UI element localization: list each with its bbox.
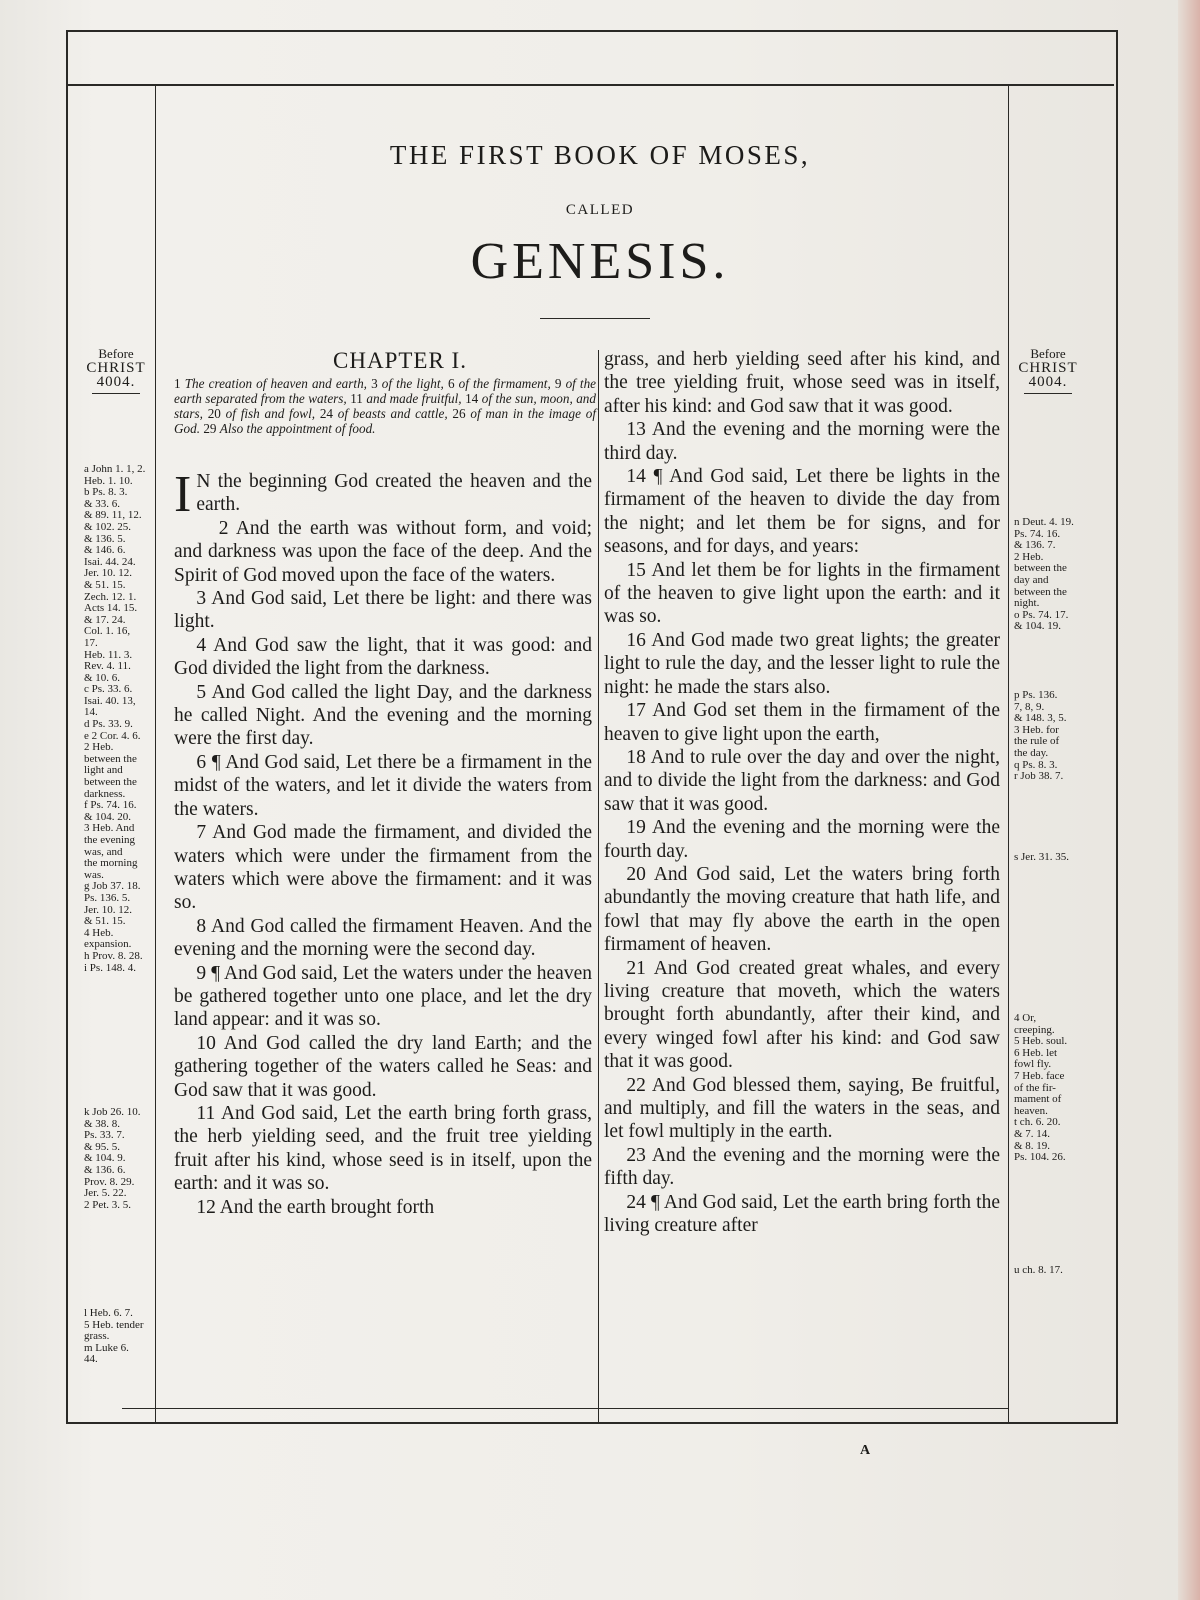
verse-v12a: [174, 1196, 592, 1219]
verse-text: 17 And God set them in the firmament of the heaven to give light upon the earth,: [604, 700, 1000, 745]
summary-item: of the earth separated from the waters,: [174, 376, 597, 406]
verse-v16: [604, 629, 1000, 699]
verse-text: 14 ¶ And God said, Let there be lights in the firmament of the heaven to divide the day from the night; and let them be for signs, and for seasons, and for days, and years:: [604, 466, 1000, 558]
verse-v9: [174, 962, 592, 1032]
book-called: CALLED: [565, 202, 635, 218]
summary-item: and made fruitful,: [366, 391, 462, 406]
left-margin-notes-1: a John 1. 1, 2. Heb. 1. 10. b Ps. 8. 3. & 33. 6. & 89. 11, 12. & 102. 25. & 136. 5. & 146. 6. Isai. 44. 24. Jer. 10. 12. & 51. 15. Zech. 12. 1. Acts 14. 15. & 17. 24. Col. 1. 16, 17. Heb. 11. 3. Rev. 4. 11. & 10. 6. c Ps. 33. 6. Isai. 40. 13, 14. d Ps. 33. 9. e 2 Cor. 4. 6. 2 Heb. between the light and between the darkness. f Ps. 74. 16. & 104. 20. 3 Heb. And the evening was, and the morning was. g Job 37. 18. Ps. 136. 5. Jer. 10. 12. & 51. 15. 4 Heb. expansion. h Prov. 8. 28. i Ps. 148. 4.: [84, 463, 146, 974]
verse-text: grass, and herb yielding seed after his kind, and the tree yielding fruit, whose seed was in itself, after his kind: and God saw that it was good.: [604, 349, 1000, 417]
left-margin-notes-3: l Heb. 6. 7. 5 Heb. tender grass. m Luke 6. 44.: [84, 1307, 144, 1366]
verse-text: 10 And God called the dry land Earth; and the gathering together of the waters called he Seas: and God saw that it was good.: [174, 1032, 592, 1101]
verse-text: 20 And God said, Let the waters bring forth abundantly the moving creature that hath life, and fowl that may fly above the earth in the open firmament of heaven.: [604, 863, 1000, 956]
verse-v8: [174, 915, 592, 962]
header-rule: [66, 84, 1114, 86]
summary-verse-number: 24: [315, 406, 338, 421]
summary-verse-number: 26: [447, 406, 471, 421]
chapter-summary: [174, 376, 596, 436]
year-label: 4004.: [96, 374, 136, 390]
verse-v23: [604, 1144, 1000, 1191]
right-margin-notes-2: p Ps. 136. 7, 8, 9. & 148. 3, 5. 3 Heb. for the rule of the day. q Ps. 8. 3. r Job 38. 7.: [1014, 689, 1067, 783]
right-margin-rule: [1008, 84, 1009, 1422]
verse-v7: [174, 821, 592, 915]
book-name: GENESIS.: [470, 233, 730, 290]
verse-v4: [174, 634, 592, 681]
verse-v24: [604, 1191, 1000, 1238]
summary-verse-number: 14: [461, 391, 482, 406]
verse-v11: [174, 1102, 592, 1196]
verse-text: 16 And God made two great lights; the greater light to rule the day, and the lesser light to rule the night: he made the stars also.: [604, 629, 1000, 698]
chapter-heading: CHAPTER I.: [333, 348, 467, 373]
summary-verse-number: 9: [550, 376, 566, 391]
verse-text: 8 And God called the firmament Heaven. And the evening and the morning were the second day.: [174, 915, 592, 961]
verse-v3: [174, 587, 592, 634]
summary-item: Also the appointment of food.: [219, 421, 376, 436]
summary-verse-number: 1: [174, 376, 185, 391]
verse-text: 15 And let them be for lights in the firmament of the heaven to give light upon the earth: and it was so.: [604, 559, 1000, 628]
year-underline: [92, 393, 140, 394]
summary-verse-number: 3: [366, 376, 382, 391]
verse-v18: [604, 746, 1000, 816]
verse-v20: [604, 863, 1000, 957]
summary-verse-number: 29: [200, 421, 220, 436]
right-text-column: [604, 348, 1000, 1237]
left-margin-notes-2: k Job 26. 10. & 38. 8. Ps. 33. 7. & 95. 5. & 104. 9. & 136. 6. Prov. 8. 29. Jer. 5. 22. 2 Pet. 3. 5.: [84, 1106, 141, 1211]
verse-v5: [174, 681, 592, 751]
year-label: 4004.: [1028, 374, 1068, 390]
center-column-rule: [598, 350, 599, 1422]
verse-text: 24 ¶ And God said, Let the earth bring forth the living creature after: [604, 1191, 1000, 1237]
summary-verse-number: 20: [202, 406, 226, 421]
verse-text: 4 And God saw the light, that it was good: and God divided the light from the darkness.: [174, 634, 592, 680]
verse-v17: [604, 699, 1000, 746]
verse-text: 11 And God said, Let the earth bring forth grass, the herb yielding seed, and the fruit tree yielding fruit after his kind, whose seed is in itself, upon the earth: and it was so.: [174, 1102, 592, 1195]
year-underline: [1024, 393, 1072, 394]
summary-verse-number: 6: [443, 376, 459, 391]
verse-text: 3 And God said, Let there be light: and there was light.: [174, 588, 592, 633]
verse-v14: [604, 465, 1000, 559]
summary-item: of the sun, moon, and stars,: [174, 391, 596, 421]
bottom-rule: [122, 1408, 1008, 1409]
before-label: Before: [98, 346, 134, 361]
verse-text: 5 And God called the light Day, and the darkness he called Night. And the evening and the morning were the first day.: [174, 681, 592, 750]
right-margin-notes-4: 4 Or, creeping. 5 Heb. soul. 6 Heb. let fowl fly. 7 Heb. face of the fir- mament of heaven. t ch. 6. 20. & 7. 14. & 8. 19. Ps. 104. 26.: [1014, 1012, 1068, 1164]
page-edge: [1178, 0, 1200, 1600]
title-ornament-rule: [540, 318, 650, 319]
christ-label: CHRIST: [1018, 360, 1078, 376]
summary-item: of the light,: [381, 376, 444, 391]
verse-text: 12 And the earth brought forth: [196, 1196, 435, 1218]
before-christ-left: [82, 347, 150, 394]
book-title: THE FIRST BOOK OF MOSES,: [389, 140, 811, 170]
verse-v13: [604, 418, 1000, 465]
verse-text: 18 And to rule over the day and over the night, and to divide the light from the darkness: and God saw that it was good.: [604, 746, 1000, 815]
verse-text: 21 And God created great whales, and every living creature that moveth, which the waters brought forth abundantly, after their kind, and every winged fowl after his kind: and God saw that it was good.: [604, 957, 1000, 1073]
signature-mark: A: [860, 1443, 871, 1458]
drop-cap: I: [174, 466, 192, 523]
verse-text: 2 And the earth was without form, and void; and darkness was upon the face of the deep. And the Spirit of God moved upon the face of the waters.: [174, 517, 592, 586]
before-label: Before: [1030, 346, 1066, 361]
left-text-column: [174, 466, 592, 1219]
verse-v19: [604, 816, 1000, 863]
verse-v21: [604, 957, 1000, 1074]
verse-v2: [174, 517, 592, 587]
christ-label: CHRIST: [86, 360, 146, 376]
right-margin-notes-1: n Deut. 4. 19. Ps. 74. 16. & 136. 7. 2 Heb. between the day and between the night. o Ps. 74. 17. & 104. 19.: [1014, 516, 1074, 633]
right-margin-notes-5: u ch. 8. 17.: [1014, 1264, 1063, 1276]
right-margin-notes-3: s Jer. 31. 35.: [1014, 851, 1069, 863]
verse-text: 9 ¶ And God said, Let the waters under the heaven be gathered together unto one place, and let the dry land appear: and it was so.: [174, 962, 592, 1031]
verse-v22: [604, 1074, 1000, 1144]
verse-v12b: [604, 348, 1000, 418]
verse-v15: [604, 559, 1000, 629]
verse-text: 22 And God blessed them, saying, Be fruitful, and multiply, and fill the waters in the seas, and let fowl multiply in the earth.: [604, 1074, 1000, 1143]
verse-text: 19 And the evening and the morning were the fourth day.: [604, 817, 1000, 862]
verse-v10: [174, 1032, 592, 1102]
summary-verse-number: 11: [346, 391, 367, 406]
verse-v6: [174, 751, 592, 821]
summary-item: of the firmament,: [458, 376, 551, 391]
summary-item: of man in the image of God.: [174, 406, 597, 436]
verse-text: 13 And the evening and the morning were the third day.: [604, 419, 1000, 464]
summary-item: of beasts and cattle,: [337, 406, 448, 421]
verse-text: 7 And God made the firmament, and divided the waters which were under the firmament from the waters which were above the firmament: and it was so.: [174, 822, 592, 914]
summary-item: The creation of heaven and earth,: [184, 376, 367, 391]
summary-item: of fish and fowl,: [225, 406, 316, 421]
verse-text: N the beginning God created the heaven and the earth.: [196, 471, 592, 516]
before-christ-right: [1014, 347, 1082, 394]
verse-v1: [174, 466, 592, 523]
verse-text: 6 ¶ And God said, Let there be a firmament in the midst of the waters, and let it divide the waters from the waters.: [174, 751, 592, 820]
verse-text: 23 And the evening and the morning were the fifth day.: [604, 1144, 1000, 1190]
